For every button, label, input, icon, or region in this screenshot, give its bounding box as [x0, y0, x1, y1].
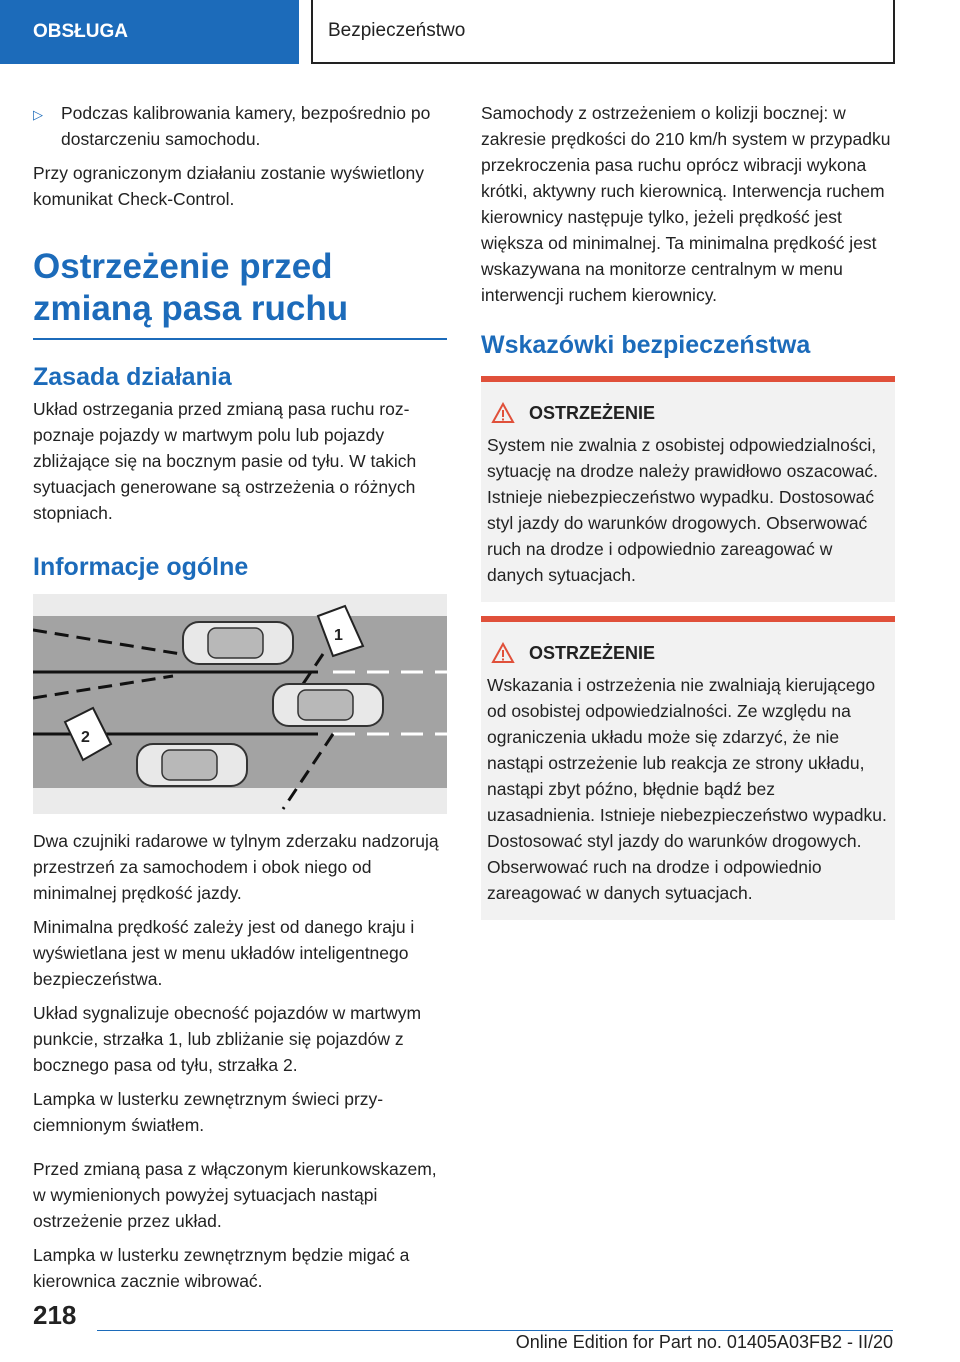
paragraph-mirror-dim: Lampka w lusterku zewnętrznym świeci przyciemnionym światłem. — [33, 1089, 384, 1135]
paragraph-min-speed: Minimalna prędkość zależy jest od danego kraju i wyświetlana jest w menu układów inteligentnego bezpieczeństwa. — [33, 917, 415, 989]
header-chapter-label: Bezpieczeństwo — [328, 20, 466, 41]
arrow-1-label: 1 — [334, 627, 343, 644]
left-column — [33, 100, 447, 1302]
subheading-general-info: Informacje ogólne — [33, 553, 249, 581]
paragraph-turn-signal: Przed zmianą pasa z włączonym kierunkowskazem, w wymienionych powyżej sytuacjach nastąpi ostrzeżenie przez układ. — [33, 1159, 437, 1231]
paragraph-mirror-flash: Lampka w lusterku zewnętrznym będzie migać a kierownica zacznie wibrować. — [33, 1245, 410, 1291]
paragraph-principle: Układ ostrzegania przed zmianą pasa ruchu rozpoznaje pojazdy w martwym polu lub pojazdy zbliżające się na bocznym pasie od tyłu. W takich sytuacjach generowane są ostrzeżenia o różnych stopniach. — [33, 399, 417, 523]
subheading-principle: Zasada działania — [33, 363, 232, 391]
section-title: Ostrzeżenie przed zmianą pasa ruchu — [33, 247, 349, 328]
header-section-tab — [0, 0, 299, 64]
car-own — [273, 684, 383, 726]
warning-1-text: System nie zwalnia z osobistej odpowiedzialności, sytuację na drodze należy prawidłowo oszacować. Istnieje niebezpieczeństwo wypadku. Dostosować styl jazdy do warunków drogowych. Obserwować ruch na drodze i odpowiednio zareagować w danych sytuacjach. — [487, 435, 879, 585]
warning-box-2 — [481, 616, 895, 920]
header-chapter-tab — [311, 0, 895, 64]
warning-2-text: Wskazania i ostrzeżenia nie zwalniają kierującego od osobistej odpowiedzialności. Ze względu na ograniczenia układu może się zdarzyć, że nie nastąpi ostrzeżenie lub reakcja ze strony układu, nastąpi zbyt późno, błędnie bądź bez uzasadnienia. Istnieje niebezpieczeństwo wypadku. Dostosować styl jazdy do warunków drogowych. Obserwować ruch na drodze i odpowiednio zareagować w danych sytuacjach. — [487, 675, 887, 903]
warning-triangle-icon — [491, 642, 515, 664]
warning-triangle-icon — [491, 402, 515, 424]
footer-rule — [97, 1330, 893, 1331]
bullet-item — [33, 100, 447, 152]
paragraph-side-collision: Samochody z ostrzeżeniem o kolizji bocznej: w zakresie prędkości do 210 km/h system w przypadku przekroczenia pasa ruchu oprócz wibracji wykona krótki, aktywny ruch kierownicą. Interwencja ruchem kierownicy następuje tylko, jeżeli prędkość jest większa od minimalnej. Ta minimalna prędkość jest wskazywana na monitorze centralnym w menu interwencji ruchem kierownicy. — [481, 103, 891, 305]
paragraph-signal: Układ sygnalizuje obecność pojazdów w martwym punkcie, strzałka 1, lub zbliżanie się pojazdów z bocznego pasa od tyłu, strzałka 2. — [33, 1003, 422, 1075]
bullet-triangle-icon: ▷ — [33, 107, 43, 122]
lane-diagram-svg — [33, 594, 447, 814]
car-blind-spot — [183, 622, 293, 664]
warning-1-title: OSTRZEŻENIE — [529, 403, 656, 423]
title-rule — [33, 338, 447, 340]
lane-change-illustration — [33, 594, 447, 814]
car-approaching — [137, 744, 247, 786]
right-column — [481, 100, 895, 920]
footer-edition: Online Edition for Part no. 01405A03FB2 - II/20 — [515, 1332, 893, 1352]
paragraph-check-control: Przy ograniczonym działaniu zostanie wyświetlony komunikat Check-Control. — [33, 163, 425, 209]
warning-box-1 — [481, 376, 895, 602]
paragraph-radar: Dwa czujniki radarowe w tylnym zderzaku nadzorują przestrzeń za samochodem i obok niego od minimalnej prędkość jazdy. — [33, 831, 439, 903]
warning-2-title: OSTRZEŻENIE — [529, 643, 656, 663]
subheading-safety: Wskazówki bezpieczeństwa — [481, 331, 811, 359]
bullet-text: Podczas kalibrowania kamery, bezpośrednio po dostarczeniu samochodu. — [61, 103, 431, 149]
header-section-label: OBSŁUGA — [33, 21, 128, 42]
arrow-2-label: 2 — [81, 729, 90, 746]
page-number: 218 — [33, 1300, 77, 1330]
